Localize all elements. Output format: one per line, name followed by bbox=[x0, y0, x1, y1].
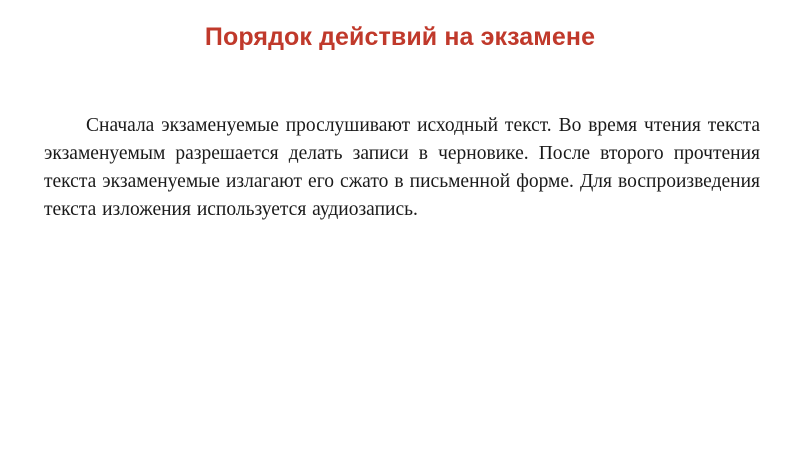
page-title: Порядок действий на экзамене bbox=[204, 23, 596, 51]
body-paragraph: Сначала экзаменуемые прослушивают исходный текст. Во время чтения текста экзаменуемым разрешается делать записи в черновике. После второго прочтения текста экзаменуемые излагают его сжато в письменной форме. Для воспроизведения текста изложения используется аудиозапись. bbox=[44, 115, 760, 220]
body-text-block bbox=[44, 112, 760, 224]
